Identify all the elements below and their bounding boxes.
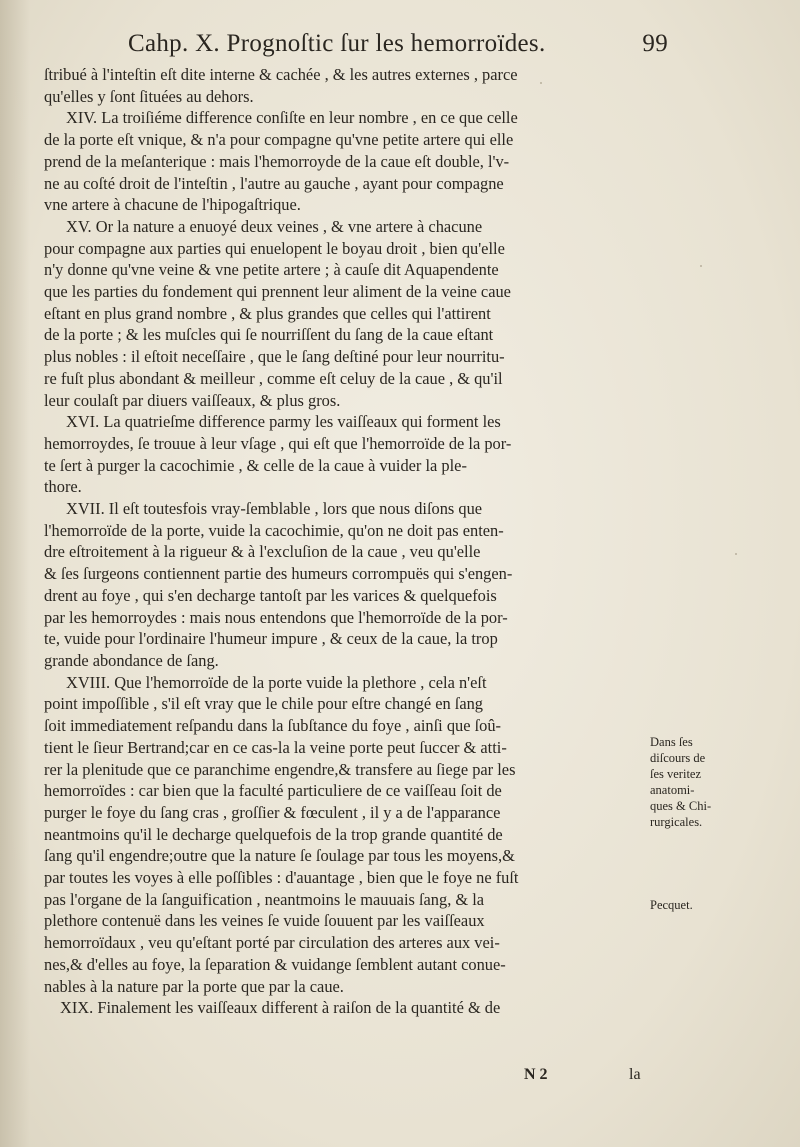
running-title: Cahp. X. Prognoſtic ſur les hemorroïdes. — [128, 30, 546, 57]
text-line: nes,& d'elles au foye, la ſeparation & vuidange ſemblent autant conue- — [44, 954, 506, 974]
text-line: n'y donne qu'vne veine & vne petite artere ; à cauſe dit Aquapendente — [44, 260, 499, 280]
gutter-shadow — [0, 0, 30, 1147]
margin-note-line: ſes veritez — [650, 767, 702, 781]
margin-note-line: Dans ſes — [650, 735, 693, 749]
text-line: nables à la nature par la porte que par la caue. — [44, 976, 344, 996]
text-line: par les hemorroydes : mais nous entendons que l'hemorroïde de la por- — [44, 607, 508, 627]
catchword: la — [629, 1066, 641, 1083]
text-line: par toutes les voyes à elle poſſibles : d'auantage , bien que le foye ne fuſt — [44, 868, 519, 888]
text-line: de la porte eſt vnique, & n'a pour compagne qu'vne petite artere qui elle — [44, 130, 514, 150]
margin-note — [650, 734, 770, 830]
text-line: XVII. Il eſt toutesfois vray-ſemblable , lors que nous diſons que — [66, 499, 483, 519]
text-line: XIV. La troiſiéme difference conſiſte en leur nombre , en ce que celle — [66, 108, 518, 128]
text-line: re fuſt plus abondant & meilleur , comme eſt celuy de la caue , & qu'il — [44, 368, 503, 388]
text-line: pas l'organe de la ſanguification , neantmoins le mauuais ſang, & la — [44, 889, 485, 909]
text-line: ne au coſté droit de l'inteſtin , l'autre au gauche , ayant pour compagne — [44, 173, 504, 193]
text-line: ſtribué à l'inteſtin eſt dite interne & cachée , & les autres externes , parce — [44, 65, 518, 84]
text-line: plethore contenuë dans les veines ſe vuide ſouuent par les vaiſſeaux — [44, 911, 485, 931]
text-line: de la porte ; & les muſcles qui ſe nourriſſent du ſang de la caue eſtant — [44, 325, 494, 345]
text-line: grande abondance de ſang. — [44, 650, 219, 670]
text-line: dre eſtroitement à la rigueur & à l'excluſion de la caue , veu qu'elle — [44, 542, 481, 562]
margin-note-line: anatomi- — [650, 783, 695, 797]
paper-speck — [735, 553, 737, 555]
text-line: plus nobles : il eſtoit neceſſaire , que le ſang deſtiné pour leur nourritu- — [44, 347, 505, 367]
text-line: qu'elles y ſont ſituées au dehors. — [44, 86, 254, 106]
text-line: tient le ſieur Bertrand;car en ce cas-la la veine porte peut ſuccer & atti- — [44, 737, 507, 757]
text-line: drent au foye , qui s'en decharge tantoſt par les varices & quelquefois — [44, 585, 497, 605]
text-line: point impoſſible , s'il eſt vray que le chile pour eſtre changé en ſang — [44, 694, 483, 714]
text-line: hemorroydes, ſe trouue à leur vſage , qui eſt que l'hemorroïde de la por- — [44, 433, 512, 453]
text-line: purger le foye du ſang cras , groſſier & fœculent , il y a de l'apparance — [44, 802, 501, 822]
text-line: hemorroïdaux , veu qu'eſtant porté par circulation des arteres aux vei- — [44, 933, 500, 953]
text-line: prend de la meſanterique : mais l'hemorroyde de la caue eſt double, l'v- — [44, 151, 510, 171]
page-number: 99 — [642, 30, 668, 57]
text-line: XVIII. Que l'hemorroïde de la porte vuide la plethore , cela n'eſt — [66, 672, 487, 692]
text-line: pour compagne aux parties qui enuelopent le boyau droit , bien qu'elle — [44, 238, 505, 258]
text-line: que les parties du fondement qui prennent leur aliment de la veine caue — [44, 282, 511, 302]
paper-speck — [540, 82, 542, 84]
signature-mark: N 2 — [524, 1066, 548, 1083]
text-line: ſoit immediatement reſpandu dans la ſubſtance du foye , ainſi que ſoû- — [44, 716, 501, 736]
margin-note-line: ques & Chi- — [650, 799, 712, 813]
margin-note-line: rurgicales. — [650, 815, 703, 829]
text-line: XIX. Finalement les vaiſſeaux different à raiſon de la quantité & de — [60, 998, 501, 1018]
text-line: hemorroïdes : car bien que la faculté particuliere de ce vaiſſeau ſoit de — [44, 781, 502, 801]
text-line: XVI. La quatrieſme difference parmy les vaiſſeaux qui forment les — [66, 412, 501, 432]
text-line: vne artere à chacune de l'hipogaſtrique. — [44, 195, 301, 215]
text-line: leur coulaſt par diuers vaiſſeaux, & plus gros. — [44, 390, 341, 410]
running-header — [128, 30, 668, 58]
text-line: rer la plenitude que ce paranchime engendre,& transfere au ſiege par les — [44, 759, 516, 779]
paper-speck — [700, 265, 702, 267]
text-line: l'hemorroïde de la porte, vuide la cacochimie, qu'on ne doit pas enten- — [44, 520, 504, 540]
text-line: ſang qu'il engendre;outre que la nature ſe ſoulage par tous les moyens,& — [44, 846, 515, 866]
text-line: te ſert à purger la cacochimie , & celle de la caue à vuider la ple- — [44, 455, 467, 475]
text-line: te, vuide pour l'ordinaire l'humeur impure , & ceux de la caue, la trop — [44, 629, 498, 649]
margin-note-line: diſcours de — [650, 751, 706, 765]
text-line: eſtant en plus grand nombre , & plus grandes que celles qui l'attirent — [44, 303, 491, 323]
text-line: XV. Or la nature a enuoyé deux veines , & vne artere à chacune — [66, 216, 483, 236]
text-line: & ſes ſurgeons contiennent partie des humeurs corrompuës qui s'engen- — [44, 564, 513, 584]
text-line: thore. — [44, 477, 82, 497]
body-text — [44, 64, 652, 1019]
margin-author-name: Pecquet. — [650, 898, 693, 912]
text-line: neantmoins qu'il le decharge quelquefois de la trop grande quantité de — [44, 824, 503, 844]
